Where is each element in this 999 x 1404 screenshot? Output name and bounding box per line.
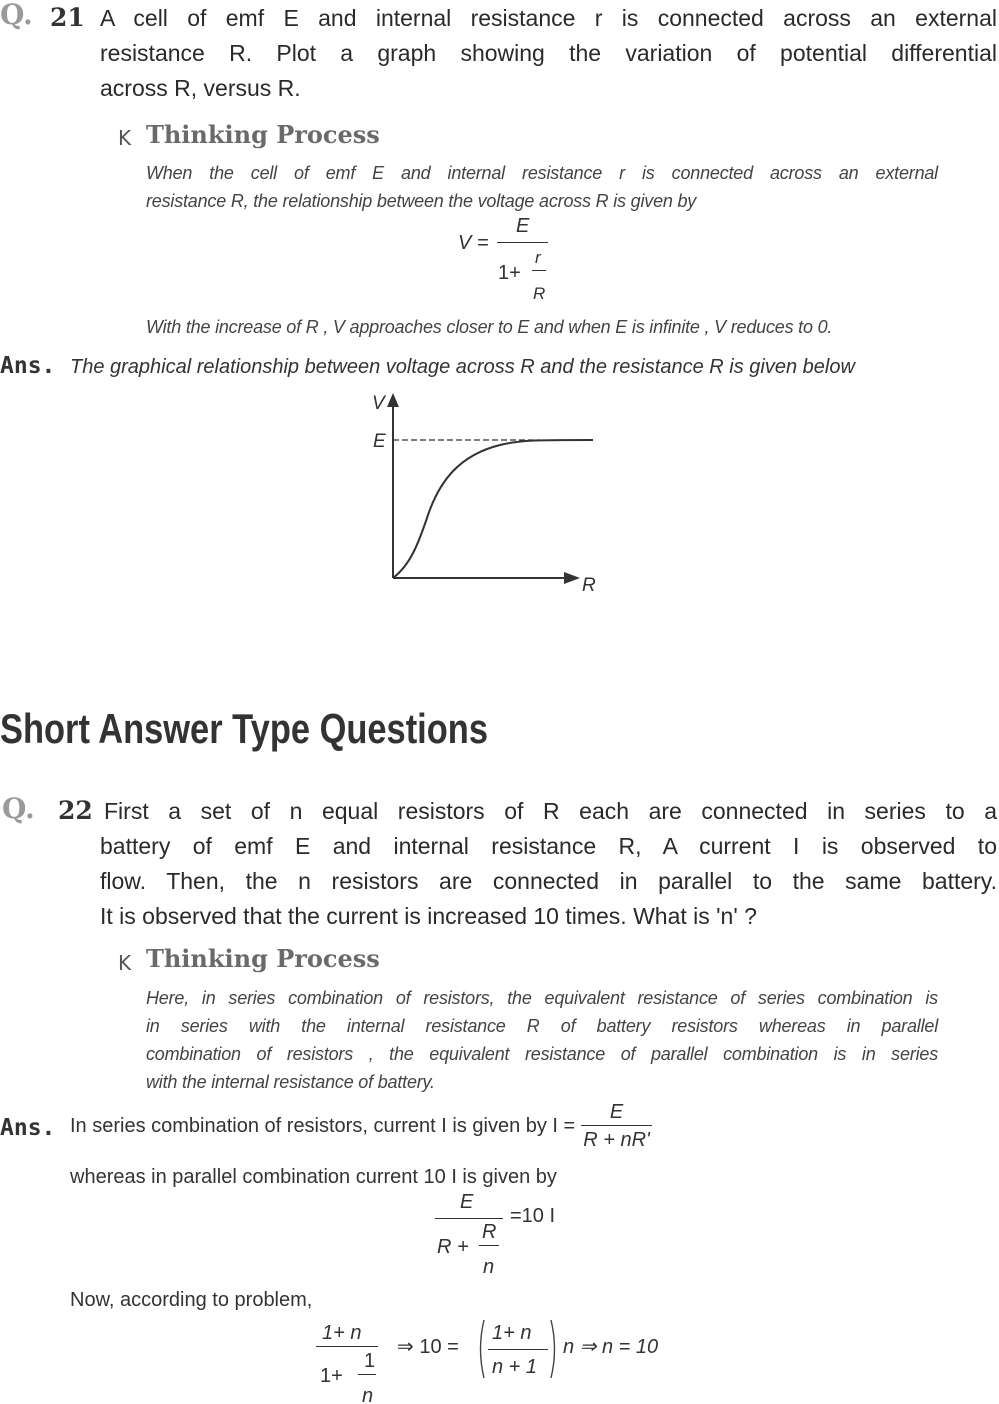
formula-numerator: E [609,1101,624,1123]
formula-sub-denominator: n [483,1256,495,1278]
formula-rhs: =10 I [510,1205,556,1227]
answer-text: In series combination of resistors, current I is given by I = [70,1114,576,1137]
formula-result: n ⇒ n = 10 [563,1336,659,1358]
formula-denominator: 1+ [320,1365,343,1387]
answer-label: Ans. [0,353,56,379]
formula-denominator: 1+ [498,262,521,284]
question-text-line: across R, versus R. [100,75,301,101]
formula-sub-numerator: 1 [364,1350,376,1372]
voltage-resistance-graph [360,385,610,600]
fraction-bar [316,1346,378,1347]
thinking-process-title: Thinking Process [146,120,380,149]
thinking-marker-icon: K [118,126,132,150]
left-paren [476,1318,486,1380]
fraction-bar [358,1374,376,1375]
formula-numerator: 1+ n [322,1322,362,1344]
thinking-text-line: combination of resistors , the equivalent resistance of parallel combination is in series [146,1044,938,1064]
question-text-line: battery of emf E and internal resistance R, A current I is observed to [100,833,997,859]
fraction-bar [479,1245,499,1246]
fraction-bar [488,1349,548,1350]
thinking-text-line: Here, in series combination of resistors, the equivalent resistance of series combination is [146,988,938,1008]
formula-sub-denominator: n [362,1385,374,1404]
formula-mid: ⇒ 10 = [397,1336,459,1358]
right-paren [549,1318,559,1380]
x-axis-label: R [582,575,596,596]
voltage-curve [393,440,593,578]
paren-numerator: 1+ n [492,1322,532,1344]
y-axis-arrow-icon [387,393,399,407]
thinking-text-line: resistance R, the relationship between the voltage across R is given by [146,191,697,211]
formula-denominator: R + nR' [581,1125,652,1150]
thinking-text-line: in series with the internal resistance R of battery resistors whereas in parallel [146,1016,938,1036]
asymptote-label: E [373,431,386,452]
question-marker: Q. [0,0,33,31]
fraction-bar [532,270,546,271]
question-text-line: resistance R. Plot a graph showing the variation of potential differential [100,40,997,66]
formula-sub-denominator: R [533,284,546,303]
fraction-bar [435,1218,503,1219]
question-text-line: A cell of emf E and internal resistance r is connected across an external [100,5,997,31]
answer-text: The graphical relationship between voltage across R and the resistance R is given below [70,356,855,378]
formula-sub-numerator: R [482,1221,497,1243]
question-text-line: It is observed that the current is increased 10 times. What is 'n' ? [100,903,757,929]
answer-label: Ans. [0,1115,56,1141]
formula-numerator: E [460,1191,474,1213]
thinking-text-line: with the internal resistance of battery. [146,1072,435,1092]
answer-text: whereas in parallel combination current 10 I is given by [70,1166,557,1188]
thinking-marker-icon: K [118,951,132,975]
question-text-line: flow. Then, the n resistors are connected in parallel to the same battery. [100,868,997,894]
formula-fraction [581,1102,652,1150]
formula-lhs: V = [458,232,489,254]
question-text-line: First a set of n equal resistors of R each are connected in series to a [104,798,997,824]
paren-denominator: n + 1 [492,1356,538,1378]
answer-text: Now, according to problem, [70,1289,313,1311]
question-number: 21 [50,3,85,32]
formula-denominator: R + [437,1236,469,1258]
section-heading: Short Answer Type Questions [0,705,488,752]
thinking-text-line: When the cell of emf E and internal resistance r is connected across an external [146,163,938,183]
fraction-bar [497,242,548,243]
question-number: 22 [58,796,93,825]
formula-numerator: E [516,215,530,237]
y-axis-label: V [372,393,385,414]
thinking-process-title: Thinking Process [146,944,380,973]
thinking-text-line: With the increase of R , V approaches closer to E and when E is infinite , V reduces to 0. [146,317,833,337]
formula-sub-numerator: r [535,248,541,267]
x-axis-arrow-icon [564,572,580,584]
answer-line-with-formula [70,1102,652,1150]
question-marker: Q. [2,792,35,825]
